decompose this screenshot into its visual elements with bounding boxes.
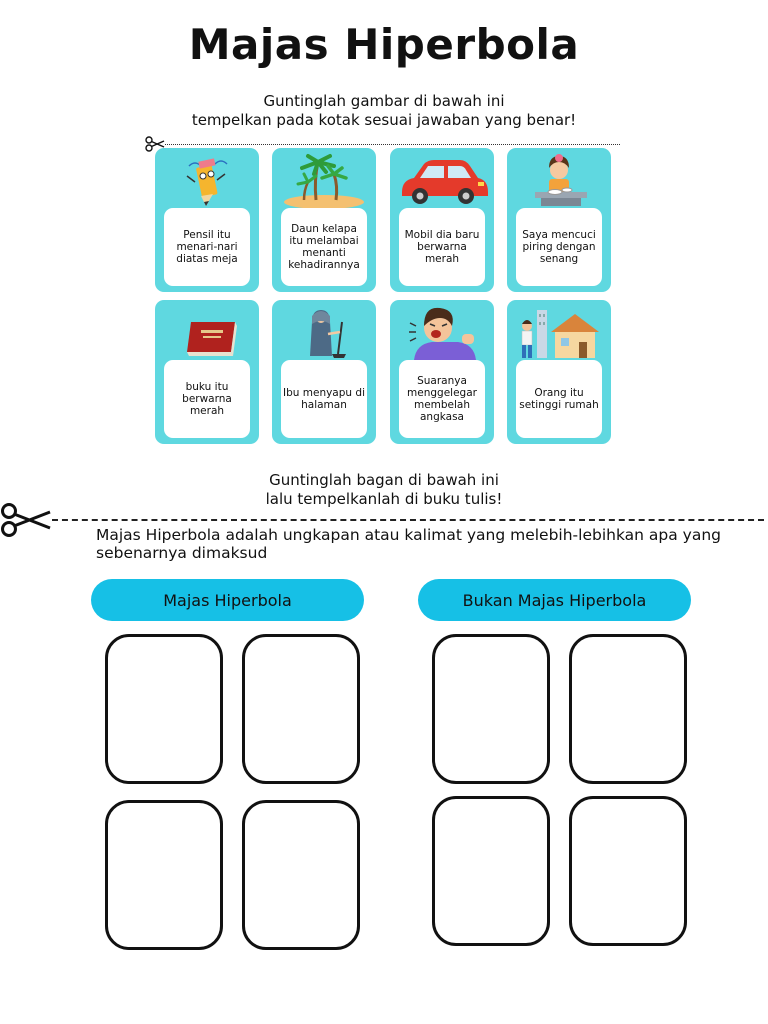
dancing-pencil-icon xyxy=(159,152,255,208)
card-house[interactable] xyxy=(507,300,611,444)
card-caption: buku itu berwarna merah xyxy=(164,360,250,438)
card-caption: Mobil dia baru berwarna merah xyxy=(399,208,485,286)
answer-box-not-hyperbole[interactable] xyxy=(569,796,687,946)
instruction-line-2: lalu tempelkanlah di buku tulis! xyxy=(265,490,503,508)
card-caption: Saya mencuci piring dengan senang xyxy=(516,208,602,286)
red-book-icon xyxy=(159,304,255,360)
answer-box-hyperbole[interactable] xyxy=(242,634,360,784)
card-caption: Suaranya menggelegar membelah angkasa xyxy=(399,360,485,438)
red-car-icon xyxy=(394,152,490,208)
answer-box-not-hyperbole[interactable] xyxy=(432,634,550,784)
category-hyperbole: Majas Hiperbola xyxy=(91,579,364,621)
instruction-line-2: tempelkan pada kotak sesuai jawaban yang benar! xyxy=(191,111,577,129)
card-caption: Pensil itu menari-nari diatas meja xyxy=(164,208,250,286)
shouting-boy-icon xyxy=(394,304,490,360)
card-caption: Orang itu setinggi rumah xyxy=(516,360,602,438)
cut-line-top xyxy=(165,144,620,145)
card-palm-tree[interactable] xyxy=(272,148,376,292)
card-shouting[interactable] xyxy=(390,300,494,444)
category-not-hyperbole: Bukan Majas Hiperbola xyxy=(418,579,691,621)
girl-washing-dishes-icon xyxy=(511,152,607,208)
mother-sweeping-icon xyxy=(276,304,372,360)
answer-box-hyperbole[interactable] xyxy=(242,800,360,950)
page-title: Majas Hiperbola xyxy=(188,20,580,69)
scissors-icon xyxy=(0,502,52,538)
answer-box-not-hyperbole[interactable] xyxy=(569,634,687,784)
card-book[interactable] xyxy=(155,300,259,444)
card-pencil[interactable] xyxy=(155,148,259,292)
card-sweeping[interactable] xyxy=(272,300,376,444)
instruction-line-1: Guntinglah bagan di bawah ini xyxy=(269,471,499,489)
answer-box-hyperbole[interactable] xyxy=(105,634,223,784)
definition-text: Majas Hiperbola adalah ungkapan atau kalimat yang melebih-lebihkan apa yang sebenarnya dimaksud xyxy=(96,526,722,562)
answer-box-not-hyperbole[interactable] xyxy=(432,796,550,946)
card-caption: Ibu menyapu di halaman xyxy=(281,360,367,438)
card-caption: Daun kelapa itu melambai menanti kehadirannya xyxy=(281,208,367,286)
cut-instruction-bottom xyxy=(0,471,768,509)
palm-island-icon xyxy=(276,152,372,208)
instruction-line-1: Guntinglah gambar di bawah ini xyxy=(263,92,505,110)
cut-instruction-top xyxy=(0,92,768,130)
man-and-house-icon xyxy=(511,304,607,360)
cut-line-bottom xyxy=(52,519,764,521)
card-car[interactable] xyxy=(390,148,494,292)
card-dishes[interactable] xyxy=(507,148,611,292)
answer-box-hyperbole[interactable] xyxy=(105,800,223,950)
